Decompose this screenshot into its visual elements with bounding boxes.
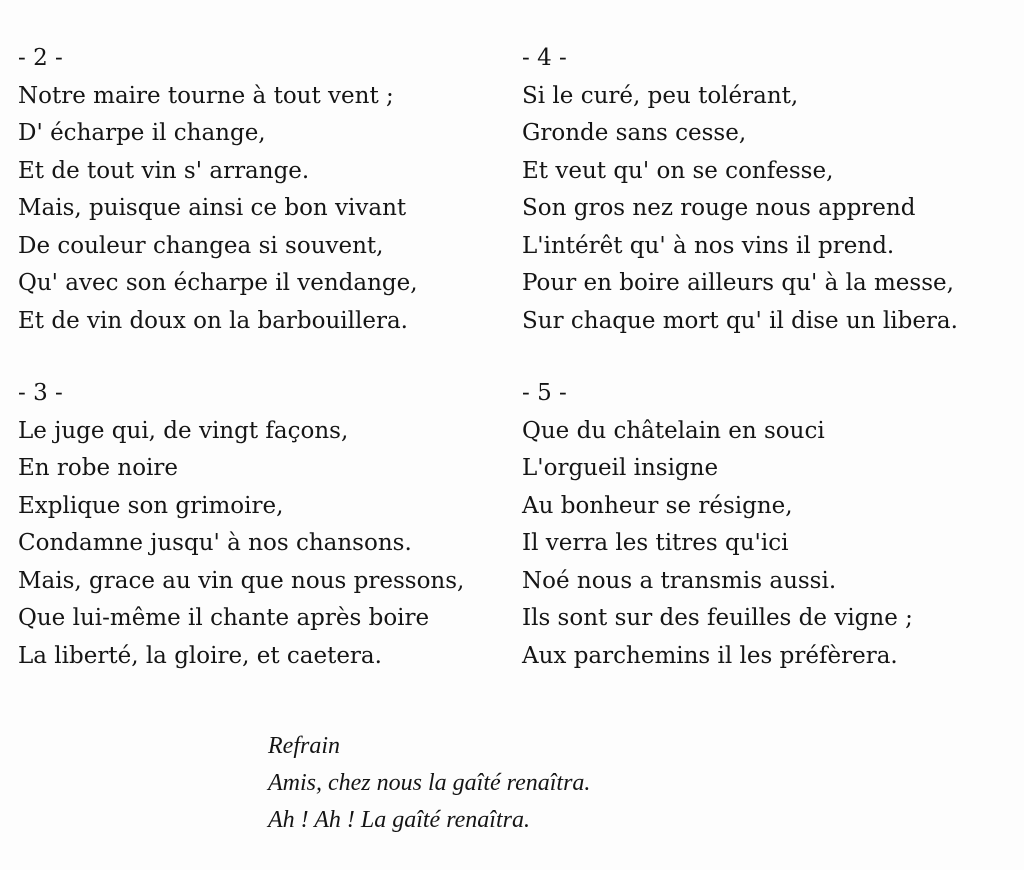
verse-line: Mais, grace au vin que nous pressons,: [18, 567, 465, 594]
verse-line: Condamne jusqu' à nos chansons.: [18, 530, 412, 556]
verse-line: Son gros nez rouge nous apprend: [522, 195, 916, 221]
stanza-number: - 2 -: [18, 45, 63, 71]
refrain-line: Amis, chez nous la gaîté renaîtra.: [268, 770, 591, 796]
stanza-number: - 4 -: [522, 45, 567, 71]
verse-line: Et veut qu' on se confesse,: [522, 157, 834, 184]
verse-line: Que lui-même il chante après boire: [18, 605, 430, 631]
verse-line: Explique son grimoire,: [18, 492, 284, 519]
verse-line: Pour en boire ailleurs qu' à la messe,: [522, 270, 954, 296]
verse-line: Si le curé, peu tolérant,: [522, 82, 799, 109]
verse-line: Il verra les titres qu'ici: [522, 530, 789, 556]
verse-line: D' écharpe il change,: [18, 120, 266, 146]
verse-line: Gronde sans cesse,: [522, 120, 747, 146]
verse-line: Aux parchemins il les préfèrera.: [522, 642, 898, 669]
refrain-title: Refrain: [268, 733, 340, 759]
verse-line: L'intérêt qu' à nos vins il prend.: [522, 232, 895, 259]
verse-line: En robe noire: [18, 455, 179, 481]
verse-line: Le juge qui, de vingt façons,: [18, 417, 349, 444]
verse-line: Ils sont sur des feuilles de vigne ;: [522, 605, 913, 631]
verse-line: L'orgueil insigne: [522, 455, 719, 481]
stanza-4: [522, 40, 1012, 340]
verse-line: Au bonheur se résigne,: [522, 492, 793, 519]
refrain-line: Ah ! Ah ! La gaîté renaîtra.: [268, 807, 530, 833]
verse-line: Que du châtelain en souci: [522, 417, 825, 444]
stanza-number: - 5 -: [522, 380, 567, 406]
refrain: [268, 728, 590, 839]
verse-line: Sur chaque mort qu' il dise un libera.: [522, 307, 958, 334]
verse-line: Et de tout vin s' arrange.: [18, 157, 310, 184]
stanza-number: - 3 -: [18, 380, 63, 406]
verse-line: La liberté, la gloire, et caetera.: [18, 642, 382, 669]
stanza-3: [18, 375, 508, 675]
verse-line: Mais, puisque ainsi ce bon vivant: [18, 195, 407, 221]
verse-line: Noé nous a transmis aussi.: [522, 567, 837, 594]
verse-line: Et de vin doux on la barbouillera.: [18, 307, 408, 334]
verse-line: Notre maire tourne à tout vent ;: [18, 82, 394, 109]
verse-line: De couleur changea si souvent,: [18, 232, 384, 259]
stanza-5: [522, 375, 1012, 675]
verse-line: Qu' avec son écharpe il vendange,: [18, 270, 418, 296]
stanza-2: [18, 40, 508, 340]
